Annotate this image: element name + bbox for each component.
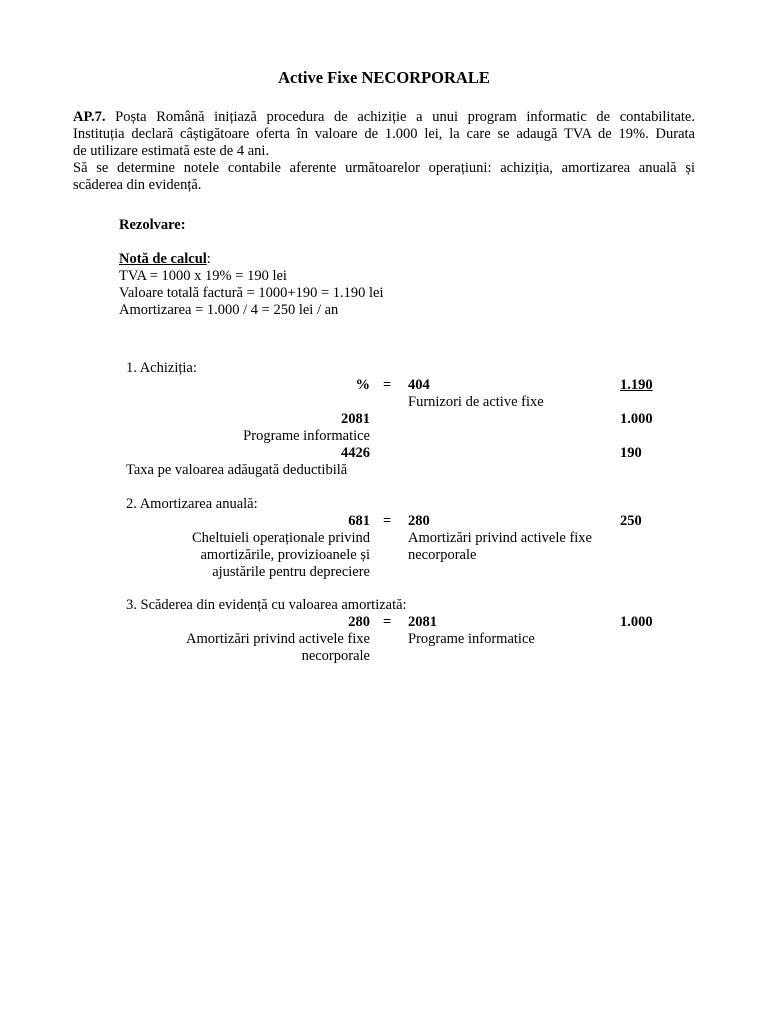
calc-note-heading: [119, 251, 384, 268]
entry-3-main-row: [0, 614, 768, 631]
problem-label: AP.7.: [73, 109, 106, 125]
entry-3-debit-name-2: necorporale: [301, 648, 370, 664]
entry-2-credit-name-2: necorporale: [408, 547, 477, 563]
entry-1-credit-account: 404: [408, 377, 430, 393]
entry-1-debit-name-1: Programe informatice: [243, 428, 370, 444]
problem-line-4: Să se determine notele contabile aferente următoarelor operațiuni: achiziția, amortizarea anuală și: [73, 160, 695, 176]
entry-2-label: 2. Amortizarea anuală:: [126, 496, 258, 512]
entry-3-debit-account: 280: [348, 614, 370, 630]
problem-statement: [73, 109, 695, 194]
entry-1-debit-account-1: 2081: [341, 411, 370, 427]
entry-1-credit-name: Furnizori de active fixe: [408, 394, 544, 410]
entry-3-label: 3. Scăderea din evidență cu valoarea amortizată:: [126, 597, 407, 613]
calc-note-label: Notă de calcul: [119, 251, 207, 267]
entry-2-main-row: [0, 513, 768, 530]
entry-1-credit-name-row: [0, 394, 768, 411]
entry-3-names-row-2: [0, 648, 768, 665]
entry-2-credit-name-1: Amortizări privind activele fixe: [408, 530, 592, 546]
problem-line-5: scăderea din evidență.: [73, 177, 202, 193]
entry-amortization: [0, 496, 768, 581]
entry-2-names-row-2: [0, 547, 768, 564]
solution-heading: Rezolvare:: [119, 217, 186, 233]
page-title: Active Fixe NECORPORALE: [278, 68, 490, 87]
entry-removal: [0, 597, 768, 665]
entry-3-names-row-1: [0, 631, 768, 648]
entry-1-debit-name-2: Taxa pe valoarea adăugată deductibilă: [126, 462, 348, 478]
entry-3-equals: =: [383, 614, 392, 630]
entry-2-names-row-1: [0, 530, 768, 547]
entry-1-equals: =: [383, 377, 392, 393]
calc-line-total: Valoare totală factură = 1000+190 = 1.190 lei: [119, 285, 384, 301]
entry-2-credit-account: 280: [408, 513, 430, 529]
entry-3-debit-name-1: Amortizări privind activele fixe: [186, 631, 370, 647]
entry-2-debit-account: 681: [348, 513, 370, 529]
entry-3-label-row: [0, 597, 768, 614]
entry-acquisition: [0, 360, 768, 479]
entry-1-debit-name-2-row: [0, 462, 768, 479]
calc-line-vat: TVA = 1000 x 19% = 190 lei: [119, 268, 287, 284]
problem-line-2: Instituția declară câștigătoare oferta în valoare de 1.000 lei, la care se adaugă TVA de 19%. Durata: [73, 126, 695, 142]
entry-1-debit: %: [355, 377, 370, 393]
problem-line-1: [73, 109, 695, 126]
entry-1-total: 1.190: [620, 377, 653, 393]
entry-2-names-row-3: [0, 564, 768, 581]
entry-2-equals: =: [383, 513, 392, 529]
entry-1-debit-name-1-row: [0, 428, 768, 445]
entry-2-label-row: [0, 496, 768, 513]
problem-text-1: Poșta Română inițiază procedura de achiziție a unui program informatic de contabilitate.: [115, 109, 695, 125]
entry-2-debit-name-2: amortizările, provizioanele și: [200, 547, 370, 563]
calc-line-amortization: Amortizarea = 1.000 / 4 = 250 lei / an: [119, 302, 339, 318]
entry-1-debit-1-row: [0, 411, 768, 428]
entry-3-amount: 1.000: [620, 614, 653, 630]
problem-line-3: de utilizare estimată este de 4 ani.: [73, 143, 270, 159]
solution-section: [119, 217, 384, 319]
entry-1-amount-1: 1.000: [620, 411, 653, 427]
entry-2-debit-name-1: Cheltuieli operaționale privind: [192, 530, 370, 546]
entry-3-credit-account: 2081: [408, 614, 437, 630]
entry-1-label: 1. Achiziția:: [126, 360, 197, 376]
entry-1-label-row: [0, 360, 768, 377]
entry-1-amount-2: 190: [620, 445, 642, 461]
entry-1-debit-account-2: 4426: [341, 445, 370, 461]
entry-1-debit-2-row: [0, 445, 768, 462]
entry-1-main-row: [0, 377, 768, 394]
entry-3-credit-name: Programe informatice: [408, 631, 535, 647]
entry-2-amount: 250: [620, 513, 642, 529]
calc-note-colon: :: [206, 251, 211, 267]
entry-2-debit-name-3: ajustările pentru depreciere: [212, 564, 370, 580]
